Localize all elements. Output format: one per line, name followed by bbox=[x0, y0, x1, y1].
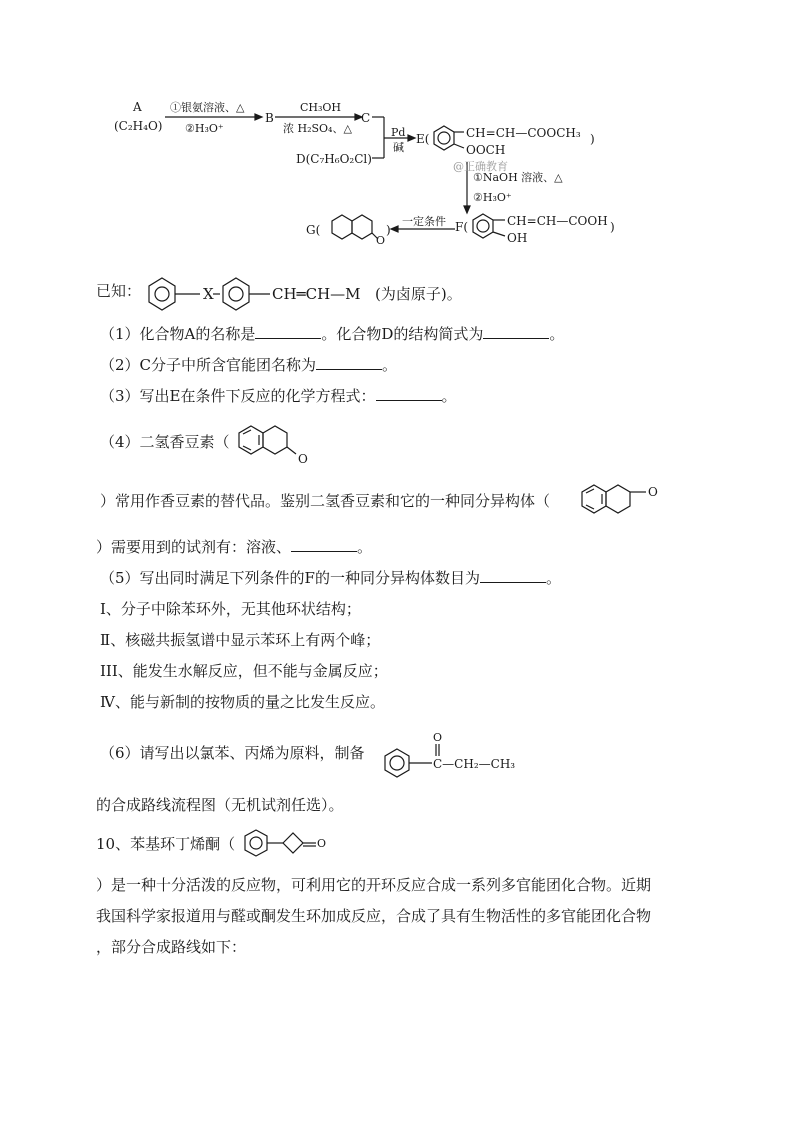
dihydrocoumarin-oxygen: O bbox=[298, 452, 308, 466]
q10-text-a: 10、苯基环丁烯酮（ bbox=[96, 835, 236, 853]
propiophenone-oxygen: O bbox=[433, 731, 443, 744]
q5-condition-1: Ⅰ、分子中除苯环外，无其他环状结构； bbox=[100, 600, 361, 618]
q4-text-a: （4）二氢香豆素（ bbox=[100, 433, 230, 451]
isomer-oxygen: O bbox=[648, 485, 658, 499]
q10-text-c: 我国科学家报道用与醛或酮发生环加成反应，合成了具有生物活性的多官能团化合物 bbox=[96, 907, 652, 925]
compound-f-substituent: OH bbox=[507, 231, 528, 245]
known-chain: CH═CH—M bbox=[272, 285, 361, 303]
compound-b-label: B bbox=[265, 111, 274, 125]
q10-text-d: ，部分合成路线如下： bbox=[96, 938, 247, 956]
compound-f-label: F( bbox=[455, 220, 469, 234]
base-label: 碱 bbox=[393, 141, 404, 154]
q10-text-b: ）是一种十分活泼的反应物，可利用它的开环反应合成一系列多官能团化合物。近期 bbox=[96, 876, 652, 894]
condition-label: 一定条件 bbox=[402, 215, 446, 228]
compound-e-label: E( bbox=[416, 132, 430, 146]
step3-reagent-top: ①NaOH 溶液、△ bbox=[473, 171, 563, 184]
compound-g-label: G( bbox=[306, 223, 321, 237]
q4-text-c: ）需要用到的试剂有：溶液、 bbox=[96, 538, 292, 556]
step2-reagent-bottom: 浓 H₂SO₄、△ bbox=[283, 122, 352, 135]
compound-a-label: A bbox=[133, 100, 142, 114]
q1-text-b: 。化合物D的结构简式为 bbox=[321, 325, 484, 343]
q1-text-a: （1）化合物A的名称是 bbox=[100, 325, 256, 343]
q5-condition-3: III、能发生水解反应，但不能与金属反应； bbox=[100, 662, 388, 680]
q5-condition-4: Ⅳ、能与新制的按物质的量之比发生反应。 bbox=[100, 693, 385, 711]
known-note: (为卤原子)。 bbox=[375, 285, 462, 303]
compound-f-chain: CH=CH—COOH bbox=[507, 214, 608, 228]
q1-text-c: 。 bbox=[549, 325, 565, 343]
q5-text-b: 。 bbox=[545, 569, 561, 587]
q5-text-a: （5）写出同时满足下列条件的F的一种同分异构体数目为 bbox=[100, 569, 480, 587]
compound-e-substituent: OOCH bbox=[466, 143, 506, 157]
q3-text-b: 。 bbox=[441, 387, 457, 405]
compound-g-oxygen: O bbox=[376, 234, 386, 247]
step1-reagent-top: ①银氨溶液、△ bbox=[170, 101, 245, 114]
step3-reagent-bottom: ②H₃O⁺ bbox=[473, 191, 512, 204]
q6-text-a: （6）请写出以氯苯、丙烯为原料，制备 bbox=[100, 744, 365, 762]
compound-e-chain: CH=CH—COOCH₃ bbox=[466, 126, 581, 140]
pd-catalyst-label: Pd bbox=[391, 126, 406, 139]
q2-text-b: 。 bbox=[382, 356, 398, 374]
q5-condition-2: Ⅱ、核磁共振氢谱中显示苯环上有两个峰； bbox=[100, 631, 381, 649]
known-prefix: 已知： bbox=[96, 282, 142, 300]
watermark: @正确教育 bbox=[453, 160, 508, 173]
q6-text-b: 的合成路线流程图（无机试剂任选）。 bbox=[96, 796, 344, 814]
q2-text-a: （2）C分子中所含官能团名称为 bbox=[100, 356, 317, 374]
compound-g-close: ) bbox=[386, 223, 391, 237]
known-halogen-x: X bbox=[203, 285, 214, 303]
step1-reagent-bottom: ②H₃O⁺ bbox=[185, 122, 224, 135]
compound-f-close: ) bbox=[610, 220, 615, 234]
q4-text-b: ）常用作香豆素的替代品。鉴别二氢香豆素和它的一种同分异构体（ bbox=[100, 492, 551, 510]
compound-c-label: C bbox=[361, 111, 371, 125]
propiophenone-chain: C—CH₂—CH₃ bbox=[433, 757, 516, 771]
compound-d-label: D(C₇H₆O₂Cl) bbox=[296, 152, 372, 166]
compound-a-formula: (C₂H₄O) bbox=[114, 119, 163, 133]
q3-text-a: （3）写出E在条件下反应的化学方程式： bbox=[100, 387, 376, 405]
compound-e-close: ) bbox=[590, 132, 595, 146]
phenylcyclobutenone-oxygen: O bbox=[317, 837, 327, 850]
step2-reagent-top: CH₃OH bbox=[300, 101, 342, 114]
q4-text-d: 。 bbox=[357, 538, 373, 556]
